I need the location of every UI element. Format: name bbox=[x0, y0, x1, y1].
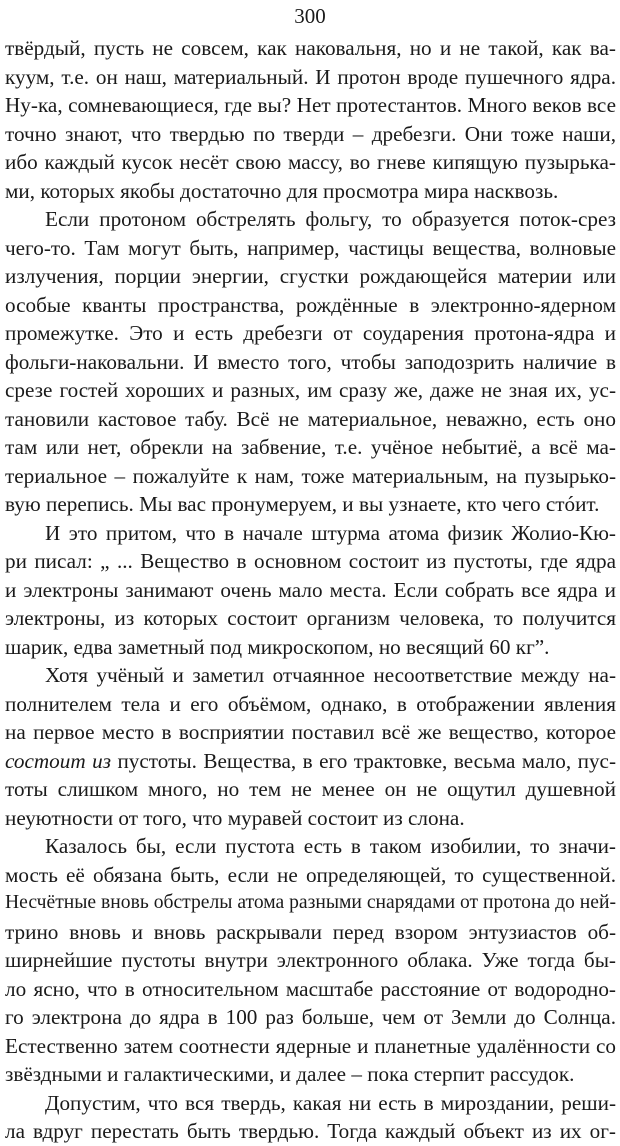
text-line: ри писал: „ ... Вещество в основном состоит из пустоты, где ядра bbox=[5, 549, 616, 573]
text-line: ибо каждый кусок несёт свою массу, во гневе кипящую пузырька- bbox=[5, 150, 616, 174]
page-number: 300 bbox=[294, 4, 326, 28]
text-line: Если протоном обстрелять фольгу, то образуется поток-срез bbox=[45, 207, 616, 231]
text-line: ла вдруг перестать быть твердью. Тогда каждый объект из их ог- bbox=[5, 1119, 616, 1143]
text-line: Несчётные вновь обстрелы атома разными снарядами от протона до ней- bbox=[5, 892, 616, 913]
text-line: излучения, порции энергии, сгустки рождающейся материи или bbox=[5, 264, 616, 288]
text-line: шарик, едва заметный под микроскопом, но весящий 60 кг”. bbox=[5, 634, 550, 659]
text-line: полнителем тела и его объёмом, однако, в отображении явления bbox=[5, 691, 616, 716]
text-line: Казалось бы, если пустота есть в таком изобилии, то значи- bbox=[45, 834, 616, 858]
text-line: ми, которых якобы достаточно для просмотра мира насквозь. bbox=[5, 178, 559, 203]
text-line: тановили кастовое табу. Всё не материальное, неважно, есть оно bbox=[5, 406, 616, 431]
italic-phrase: состоит из bbox=[5, 748, 111, 773]
text-line bbox=[5, 747, 616, 776]
text-line: Хотя учёный и заметил отчаянное несоответствие между на- bbox=[45, 663, 616, 687]
text-line: Ну-ка, сомневающиеся, где вы? Нет протестантов. Много веков все bbox=[5, 93, 616, 117]
text-line: твёрдый, пусть не совсем, как наковальня, но и не такой, как ва- bbox=[5, 36, 616, 60]
text-line: мость её обязана быть, если не определяющей, то существенной. bbox=[5, 862, 616, 887]
text-line: ло ясно, что в относительном масштабе расстояние от водородно- bbox=[5, 976, 616, 1001]
text-line: фольги-наковальни. И вместо того, чтобы заподозрить наличие в bbox=[5, 349, 616, 374]
line-text: пустоты. Вещества, в его трактовке, весьма мало, пус- bbox=[111, 748, 616, 773]
text-line: тоты слишком много, но тем не менее он не ощутил душевной bbox=[5, 777, 616, 801]
text-line: вую перепись. Мы вас пронумеруем, и вы узнаете, кто чего стóит. bbox=[5, 492, 600, 516]
text-line: Допустим, что вся твердь, какая ни есть в мироздании, реши- bbox=[45, 1090, 616, 1115]
text-line: И это притом, что в начале штурма атома физик Жолио-Кю- bbox=[45, 520, 616, 545]
text-line: куум, т.е. он наш, материальный. И протон вроде пушечного ядра. bbox=[5, 64, 616, 89]
body-text bbox=[5, 34, 616, 1146]
text-line: срезе гостей хороших и разных, им сразу же, даже не зная их, ус- bbox=[5, 378, 616, 402]
text-line: неуютности от того, что муравей состоит из слона. bbox=[5, 805, 465, 830]
text-line: на первое место в восприятии поставил всё же вещество, которое bbox=[5, 720, 616, 744]
text-line: электроны, из которых состоит организм человека, то получится bbox=[5, 606, 616, 630]
text-line: го электрона до ядра в 100 раз больше, чем от Земли до Солнца. bbox=[5, 1005, 616, 1029]
text-line: там или нет, обрекли на забвение, т.е. учёное небытиё, а всё ма- bbox=[5, 435, 616, 459]
text-line: особые кванты пространства, рождённые в электронно-ядерном bbox=[5, 292, 616, 317]
text-line: и электроны занимают очень мало места. Если собрать все ядра и bbox=[5, 577, 616, 602]
text-line: промежутке. Это и есть дребезги от соударения протона-ядра и bbox=[5, 321, 616, 345]
text-line: звёздными и галактическими, и далее – пока стерпит рассудок. bbox=[5, 1062, 575, 1086]
text-line: териальное – пожалуйте к нам, тоже материальным, на пузырько- bbox=[5, 463, 616, 488]
text-line: ширнейшие пустоты внутри электронного облака. Уже тогда бы- bbox=[5, 948, 616, 972]
text-line: Естественно затем соотнести ядерные и планетные удалённости со bbox=[5, 1033, 616, 1058]
text-line: точно знают, что твердью по тверди – дребезги. Они тоже наши, bbox=[5, 121, 616, 146]
text-line: трино вновь и вновь раскрывали перед взором энтузиастов об- bbox=[5, 919, 616, 944]
text-line: чего-то. Там могут быть, например, частицы вещества, волновые bbox=[5, 235, 616, 260]
